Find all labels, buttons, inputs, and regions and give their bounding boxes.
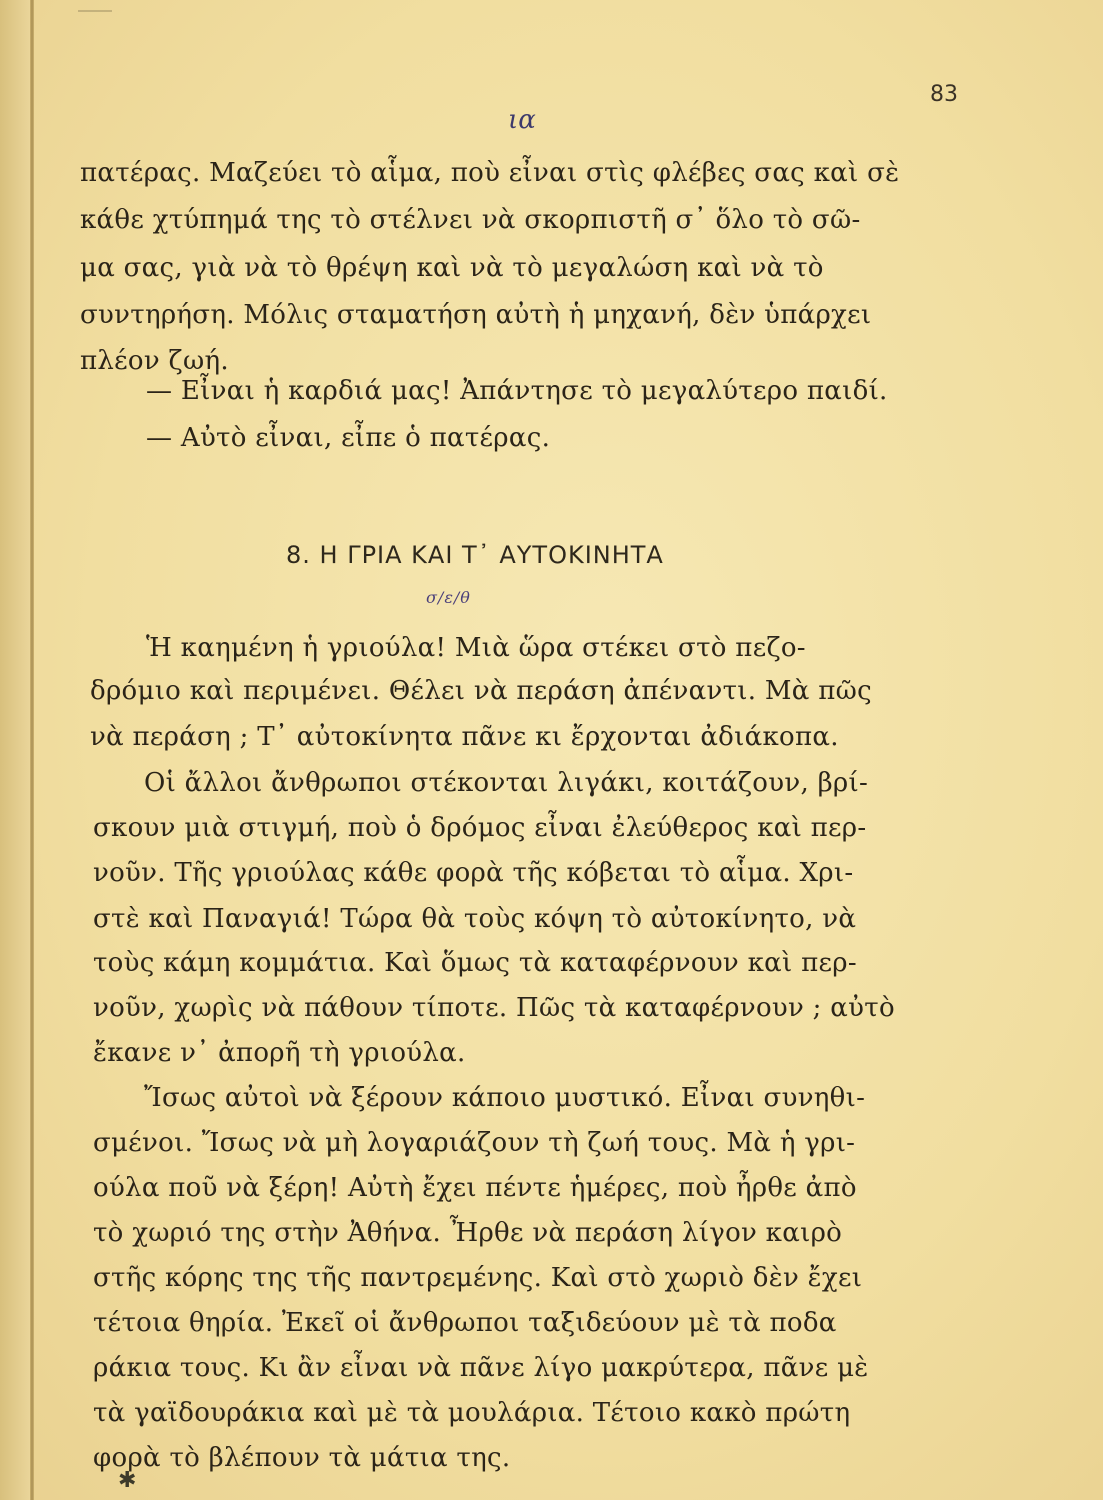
- story-line: στῆς κόρης της τῆς παντρεμένης. Καὶ στὸ χωριὸ δὲν ἔχει: [93, 1263, 863, 1293]
- dialogue-line: — Αὐτὸ εἶναι, εἶπε ὁ πατέρας.: [146, 423, 551, 453]
- text-line: κάθε χτύπημά της τὸ στέλνει νὰ σκορπιστῆ σ᾽ ὅλο τὸ σῶ-: [80, 205, 861, 235]
- corner-mark: [78, 0, 112, 12]
- text-line: μα σας, γιὰ νὰ τὸ θρέψη καὶ νὰ τὸ μεγαλώση καὶ νὰ τὸ: [80, 253, 824, 283]
- text-line: συντηρήση. Μόλις σταματήση αὐτὴ ἡ μηχανή, δὲν ὑπάρχει: [80, 300, 872, 330]
- story-line: τέτοια θηρία. Ἐκεῖ οἱ ἄνθρωποι ταξιδεύουν μὲ τὰ ποδα: [93, 1308, 837, 1338]
- story-line: Ἴσως αὐτοὶ νὰ ξέρουν κάποιο μυστικό. Εἶναι συνηθι-: [144, 1083, 866, 1113]
- handwritten-mark: ια: [508, 105, 536, 135]
- story-line: σκουν μιὰ στιγμή, ποὺ ὁ δρόμος εἶναι ἐλεύθερος καὶ περ-: [93, 813, 867, 843]
- story-line: δρόμιο καὶ περιμένει. Θέλει νὰ περάση ἀπέναντι. Μὰ πῶς: [90, 676, 872, 706]
- story-line: στὲ καὶ Παναγιά! Τώρα θὰ τοὺς κόψη τὸ αὐτοκίνητο, νὰ: [93, 904, 857, 934]
- story-line: τοὺς κάμη κομμάτια. Καὶ ὅμως τὰ καταφέρνουν καὶ περ-: [93, 948, 857, 978]
- story-line: Ἡ καημένη ἡ γριούλα! Μιὰ ὥρα στέκει στὸ πεζο-: [146, 633, 806, 663]
- story-line: τὸ χωριό της στὴν Ἀθήνα. Ἦρθε νὰ περάση λίγον καιρὸ: [93, 1218, 843, 1248]
- page-number: 83: [930, 82, 958, 107]
- text-line: πατέρας. Μαζεύει τὸ αἷμα, ποὺ εἶναι στὶς φλέβες σας καὶ σὲ: [80, 158, 900, 188]
- story-line: νοῦν. Τῆς γριούλας κάθε φορὰ τῆς κόβεται τὸ αἷμα. Χρι-: [93, 858, 854, 888]
- story-line: ἔκανε ν᾽ ἀπορῆ τὴ γριούλα.: [93, 1038, 466, 1068]
- story-line: νοῦν, χωρὶς νὰ πάθουν τίποτε. Πῶς τὰ καταφέρνουν ; αὐτὸ: [93, 993, 895, 1023]
- story-line: ράκια τους. Κι ἂν εἶναι νὰ πᾶνε λίγο μακρύτερα, πᾶνε μὲ: [93, 1353, 869, 1383]
- ink-blot-icon: ✱: [118, 1468, 137, 1493]
- text-line: πλέον ζωή.: [80, 346, 229, 376]
- chapter-heading: 8. Η ΓΡΙΑ ΚΑΙ Τ᾽ ΑΥΤΟΚΙΝΗΤΑ: [286, 541, 664, 569]
- story-line: φορὰ τὸ βλέπουν τὰ μάτια της.: [93, 1443, 511, 1473]
- binding-gutter: [0, 0, 30, 1500]
- story-line: Οἱ ἄλλοι ἄνθρωποι στέκονται λιγάκι, κοιτάζουν, βρί-: [144, 768, 869, 798]
- dialogue-line: — Εἶναι ἡ καρδιά μας! Ἀπάντησε τὸ μεγαλύτερο παιδί.: [146, 376, 888, 406]
- story-line: τὰ γαϊδουράκια καὶ μὲ τὰ μουλάρια. Τέτοιο κακὸ πρώτη: [93, 1398, 851, 1428]
- story-line: νὰ περάση ; Τ᾽ αὐτοκίνητα πᾶνε κι ἔρχονται ἀδιάκοπα.: [90, 722, 839, 752]
- binding-edge: [30, 0, 34, 1500]
- story-line: ούλα ποῦ νὰ ξέρη! Αὐτὴ ἔχει πέντε ἡμέρες, ποὺ ἦρθε ἀπὸ: [93, 1173, 857, 1203]
- story-line: σμένοι. Ἴσως νὰ μὴ λογαριάζουν τὴ ζωή τους. Μὰ ἡ γρι-: [93, 1128, 856, 1158]
- stamp-mark: σ/ε/θ: [426, 588, 471, 607]
